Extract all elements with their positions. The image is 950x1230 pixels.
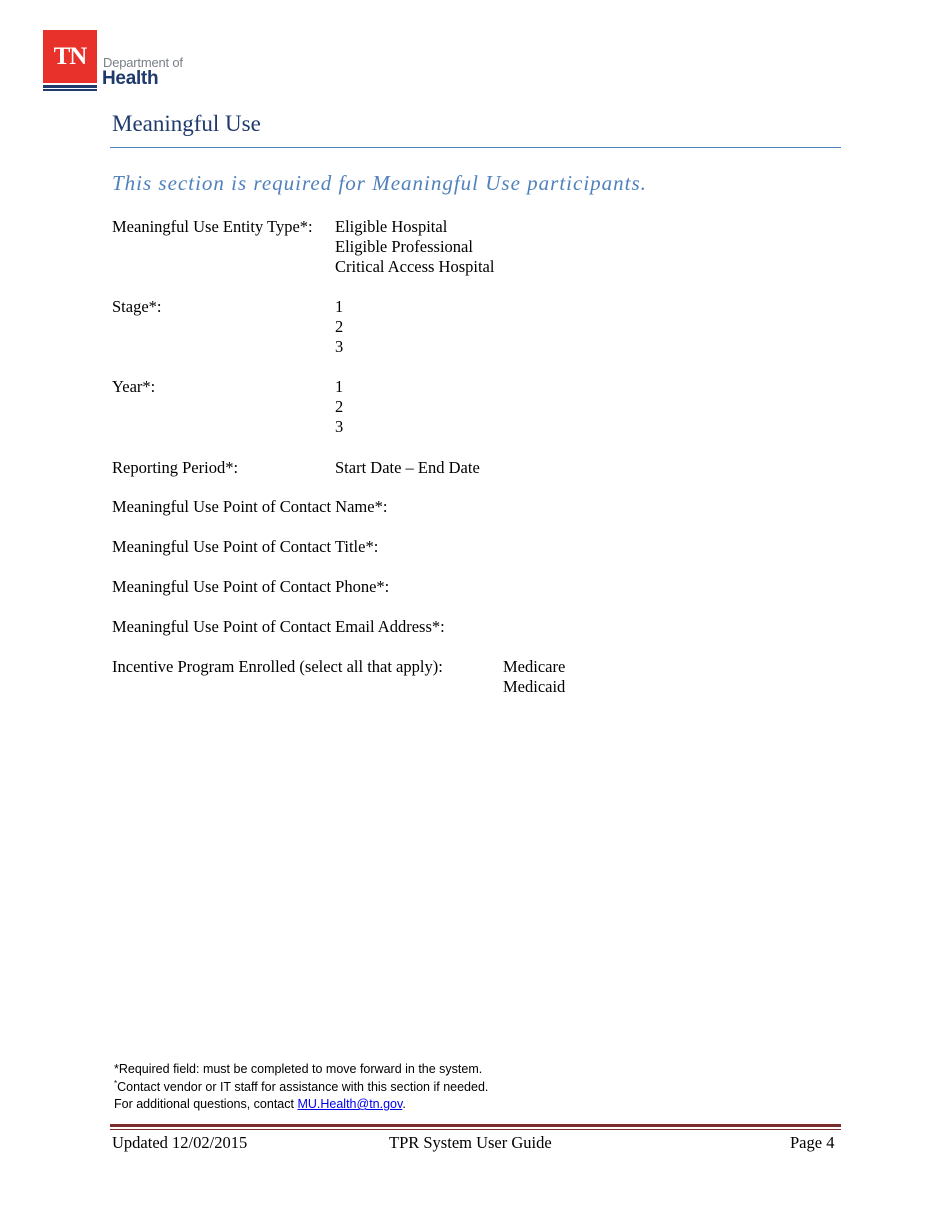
contact-phone-label: Meaningful Use Point of Contact Phone*: xyxy=(112,577,390,596)
logo-underline xyxy=(43,85,97,88)
footnote-contact xyxy=(114,1079,488,1097)
incentive-program-option: Medicaid xyxy=(503,677,566,696)
footnote-required: *Required field: must be completed to move forward in the system. xyxy=(114,1062,483,1076)
footnotes xyxy=(114,1061,488,1114)
logo-department-text: Department of xyxy=(103,55,183,70)
footer-guide-title: TPR System User Guide xyxy=(389,1133,552,1152)
logo-underline-thin xyxy=(43,89,97,91)
email-link[interactable]: MU.Health@tn.gov xyxy=(297,1097,403,1111)
title-divider xyxy=(110,147,841,148)
footnote-contact-text: Contact vendor or IT staff for assistance with this section if needed. xyxy=(117,1079,489,1094)
footer-page-number: Page 4 xyxy=(790,1133,835,1152)
stage-options xyxy=(335,297,343,357)
entity-type-options xyxy=(335,217,494,277)
section-subtitle: This section is required for Meaningful Use participants. xyxy=(112,171,647,195)
year-option: 3 xyxy=(335,417,344,436)
stage-option: 1 xyxy=(335,297,344,316)
incentive-program-label: Incentive Program Enrolled (select all that apply): xyxy=(112,657,443,676)
entity-type-option: Critical Access Hospital xyxy=(335,257,495,276)
reporting-period-label: Reporting Period*: xyxy=(112,458,239,477)
footnote-additional xyxy=(114,1096,488,1114)
footnote-additional-suffix: . xyxy=(402,1097,406,1111)
entity-type-option: Eligible Hospital xyxy=(335,217,448,236)
footnote-marker: * xyxy=(114,1078,118,1088)
year-label: Year*: xyxy=(112,377,156,396)
stage-option: 2 xyxy=(335,317,344,336)
stage-option: 3 xyxy=(335,337,344,356)
year-option: 2 xyxy=(335,397,344,416)
footnote-additional-prefix: For additional questions, contact xyxy=(114,1097,298,1111)
tn-badge: TN xyxy=(43,30,97,83)
footer-updated-date: Updated 12/02/2015 xyxy=(112,1133,248,1152)
contact-name-label: Meaningful Use Point of Contact Name*: xyxy=(112,497,388,516)
reporting-period-value: Start Date – End Date xyxy=(335,458,480,477)
logo-health-text: Health xyxy=(102,68,159,89)
stage-label: Stage*: xyxy=(112,297,162,316)
incentive-program-option: Medicare xyxy=(503,657,566,676)
incentive-program-options xyxy=(503,657,565,697)
section-title: Meaningful Use xyxy=(112,111,261,136)
contact-email-label: Meaningful Use Point of Contact Email Address*: xyxy=(112,617,445,636)
entity-type-label: Meaningful Use Entity Type*: xyxy=(112,217,313,236)
footer-rule-thick xyxy=(110,1124,841,1127)
tn-health-logo xyxy=(43,30,193,92)
entity-type-option: Eligible Professional xyxy=(335,237,473,256)
year-option: 1 xyxy=(335,377,344,396)
footer-rule-thin xyxy=(110,1129,841,1130)
year-options xyxy=(335,377,343,437)
contact-title-label: Meaningful Use Point of Contact Title*: xyxy=(112,537,379,556)
